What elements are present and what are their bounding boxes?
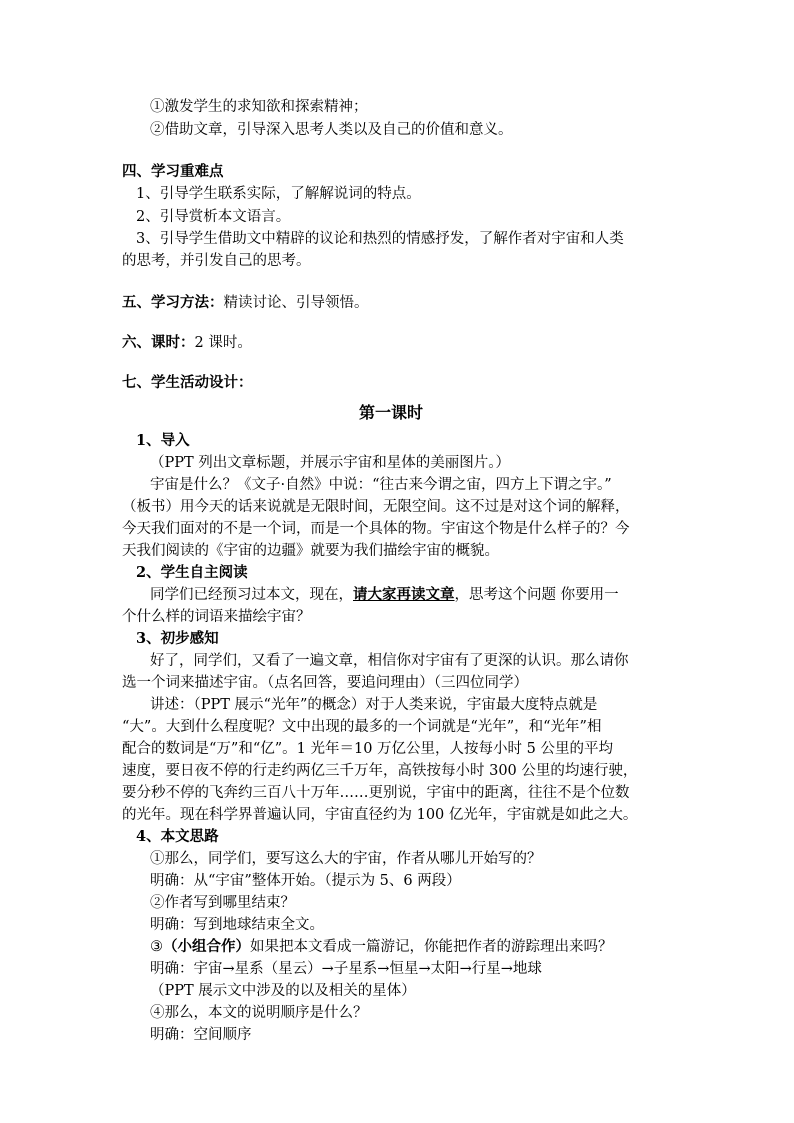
intro-line-5: 天我们阅读的《宇宙的边疆》就要为我们描绘宇宙的概貌。 — [122, 543, 499, 559]
hours-text: 2 课时。 — [194, 335, 252, 351]
intro-line-3: （板书）用今天的话来说就是无限时间，无限空间。这不过是对这个词的解释， — [122, 499, 630, 515]
perception-line-4: “大”。大到什么程度呢？文中出现的最多的一个词就是“光年”，和“光年”相 — [122, 719, 602, 735]
reading-text-c: ，思考这个问题 你要用一 — [454, 587, 619, 603]
reading-line-2: 个什么样的词语来描绘宇宙？ — [122, 609, 311, 625]
difficulty-item-1: 1、引导学生联系实际，了解解说词的特点。 — [136, 186, 421, 202]
perception-line-2: 选一个词来描述宇宙。（点名回答，要追问理由）（三四位同学） — [122, 675, 528, 691]
section-hours — [122, 332, 252, 354]
question-3-number: ③ — [150, 939, 163, 955]
methods-text: 精读讨论、引导领悟。 — [223, 295, 369, 311]
part-heading-perception: 3、初步感知 — [136, 630, 219, 647]
reading-text-a: 同学们已经预习过本文，现在， — [150, 587, 353, 603]
outline-line-8: ④那么，本文的说明顺序是什么？ — [150, 1005, 368, 1021]
perception-line-1: 好了，同学们，又看了一遍文章，相信你对宇宙有了更深的认识。那么请你 — [150, 653, 629, 669]
reading-emphasis: 请大家再读文章 — [353, 586, 455, 603]
outline-question-3 — [150, 936, 613, 958]
outline-line-3: ②作者写到哪里结束？ — [150, 895, 295, 911]
outline-line-2: 明确：从“宇宙”整体开始。（提示为 5、6 两段） — [150, 873, 461, 889]
outline-line-6: 明确：宇宙→星系（星云）→子星系→恒星→太阳→行星→地球 — [150, 961, 542, 977]
difficulty-item-2: 2、引导赏析本文语言。 — [136, 209, 291, 225]
outline-line-7: （PPT 展示文中涉及的以及相关的星体） — [150, 983, 416, 999]
intro-line-1: （PPT 列出文章标题，并展示宇宙和星体的美丽图片。） — [150, 455, 511, 471]
reading-line-1 — [150, 584, 619, 606]
intro-line-4: 今天我们面对的不是一个词，而是一个具体的物。宇宙这个物是什么样子的？今 — [122, 521, 630, 537]
perception-line-5: 配合的数词是“万”和“亿”。1 光年＝10 万亿公里，人按每小时 5 公里的平均 — [122, 741, 613, 757]
objective-item-2: ②借助文章，引导深入思考人类以及自己的价值和意义。 — [150, 122, 513, 138]
part-heading-intro: 1、导入 — [136, 432, 190, 449]
question-3-group-work: （小组合作） — [163, 938, 250, 955]
difficulty-item-3-cont: 的思考，并引发自己的思考。 — [122, 253, 311, 269]
difficulty-item-3: 3、引导学生借助文中精辟的议论和热烈的情感抒发，了解作者对宇宙和人类 — [136, 231, 624, 247]
section-methods — [122, 292, 369, 314]
part-heading-outline: 4、本文思路 — [136, 828, 219, 845]
objective-item-1: ①激发学生的求知欲和探索精神； — [150, 99, 368, 115]
perception-line-6: 速度，要日夜不停的行走约两亿三千万年，高铁按每小时 300 公里的均速行驶， — [122, 763, 638, 779]
perception-line-3: 讲述：（PPT 展示“光年”的概念）对于人类来说，宇宙最大度特点就是 — [150, 697, 598, 713]
lesson-title: 第一课时 — [359, 403, 424, 422]
outline-line-1: ①那么，同学们，要写这么大的宇宙，作者从哪儿开始写的？ — [150, 851, 542, 867]
outline-line-4: 明确：写到地球结束全文。 — [150, 917, 324, 933]
question-3-text: 如果把本文看成一篇游记，你能把作者的游踪理出来吗？ — [250, 939, 613, 955]
part-heading-reading: 2、学生自主阅读 — [136, 564, 248, 581]
perception-line-7: 要分秒不停的飞奔约三百八十万年……更别说，宇宙中的距离，往往不是个位数 — [122, 785, 630, 801]
section-heading-difficulties: 四、学习重难点 — [122, 163, 224, 180]
outline-line-9: 明确：空间顺序 — [150, 1027, 252, 1043]
perception-line-8: 的光年。现在科学界普遍认同，宇宙直径约为 100 亿光年，宇宙就是如此之大。 — [122, 807, 638, 823]
intro-line-2: 宇宙是什么？《文子·自然》中说：“往古来今谓之宙，四方上下谓之宇。” — [150, 477, 612, 493]
section-heading-methods: 五、学习方法： — [122, 294, 224, 311]
section-heading-activities: 七、学生活动设计： — [122, 374, 253, 391]
section-heading-hours: 六、课时： — [122, 334, 195, 351]
